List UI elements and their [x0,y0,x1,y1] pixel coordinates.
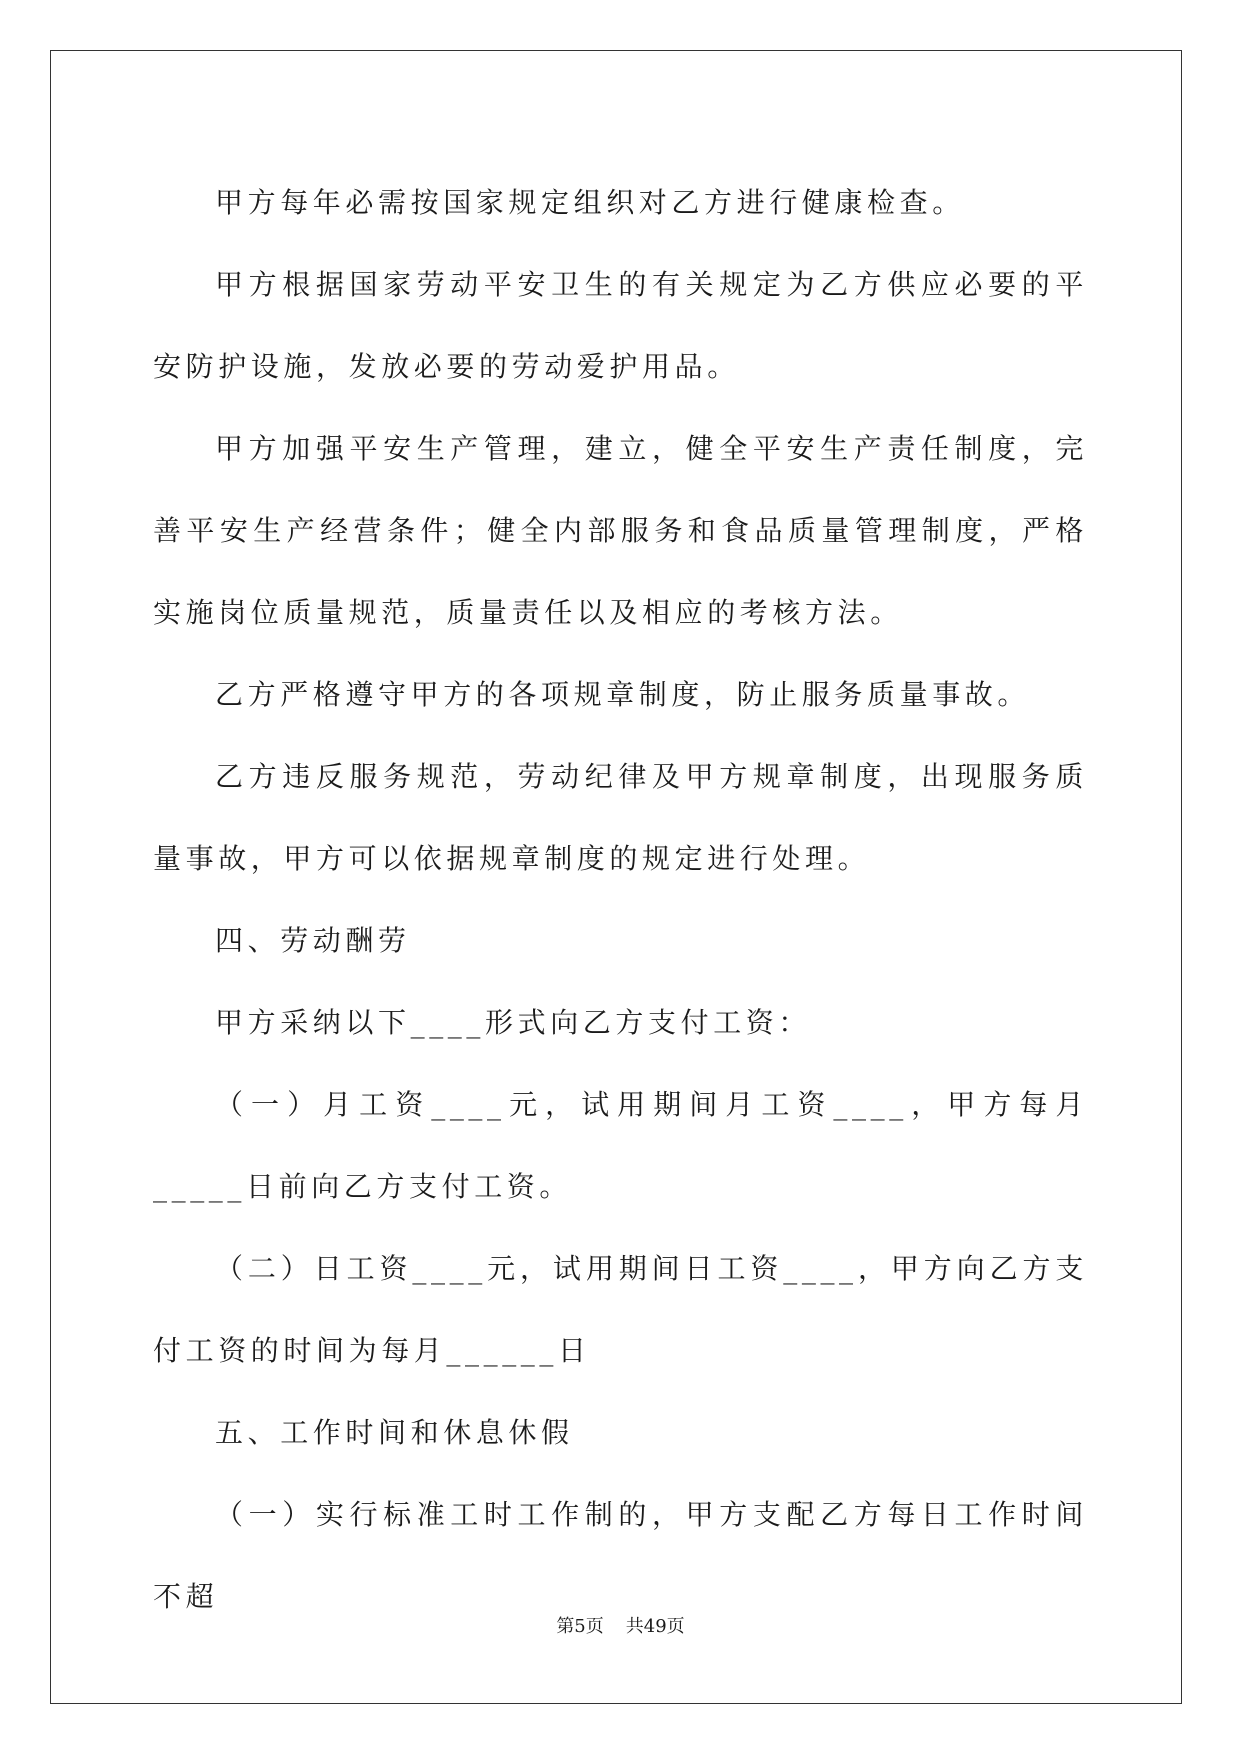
paragraph: 乙方违反服务规范，劳动纪律及甲方规章制度，出现服务质量事故，甲方可以依据规章制度的规定进行处理。 [153,760,1088,875]
paragraph: 甲方根据国家劳动平安卫生的有关规定为乙方供应必要的平安防护设施，发放必要的劳动爱护用品。 [153,268,1088,383]
page-number: 第5页 [556,1616,604,1637]
section-heading: 五、工作时间和休息休假 [215,1416,574,1449]
paragraph: 乙方严格遵守甲方的各项规章制度，防止服务质量事故。 [215,678,1031,711]
paragraph: 甲方采纳以下____形式向乙方支付工资： [215,1006,812,1039]
paragraph: 甲方加强平安生产管理，建立，健全平安生产责任制度，完善平安生产经营条件；健全内部服务和食品质量管理制度，严格实施岗位质量规范，质量责任以及相应的考核方法。 [153,432,1088,629]
paragraph: （二）日工资____元，试用期间日工资____，甲方向乙方支付工资的时间为每月______日 [153,1252,1088,1367]
document-body [153,162,1088,1638]
paragraph: （一）实行标准工时工作制的，甲方支配乙方每日工作时间不超 [153,1498,1088,1613]
paragraph: （一）月工资____元，试用期间月工资____，甲方每月_____日前向乙方支付工资。 [153,1088,1088,1203]
paragraph: 甲方每年必需按国家规定组织对乙方进行健康检查。 [215,186,965,219]
page-footer [0,1612,1241,1638]
section-heading: 四、劳动酬劳 [215,924,411,957]
page-total: 共49页 [625,1616,685,1637]
